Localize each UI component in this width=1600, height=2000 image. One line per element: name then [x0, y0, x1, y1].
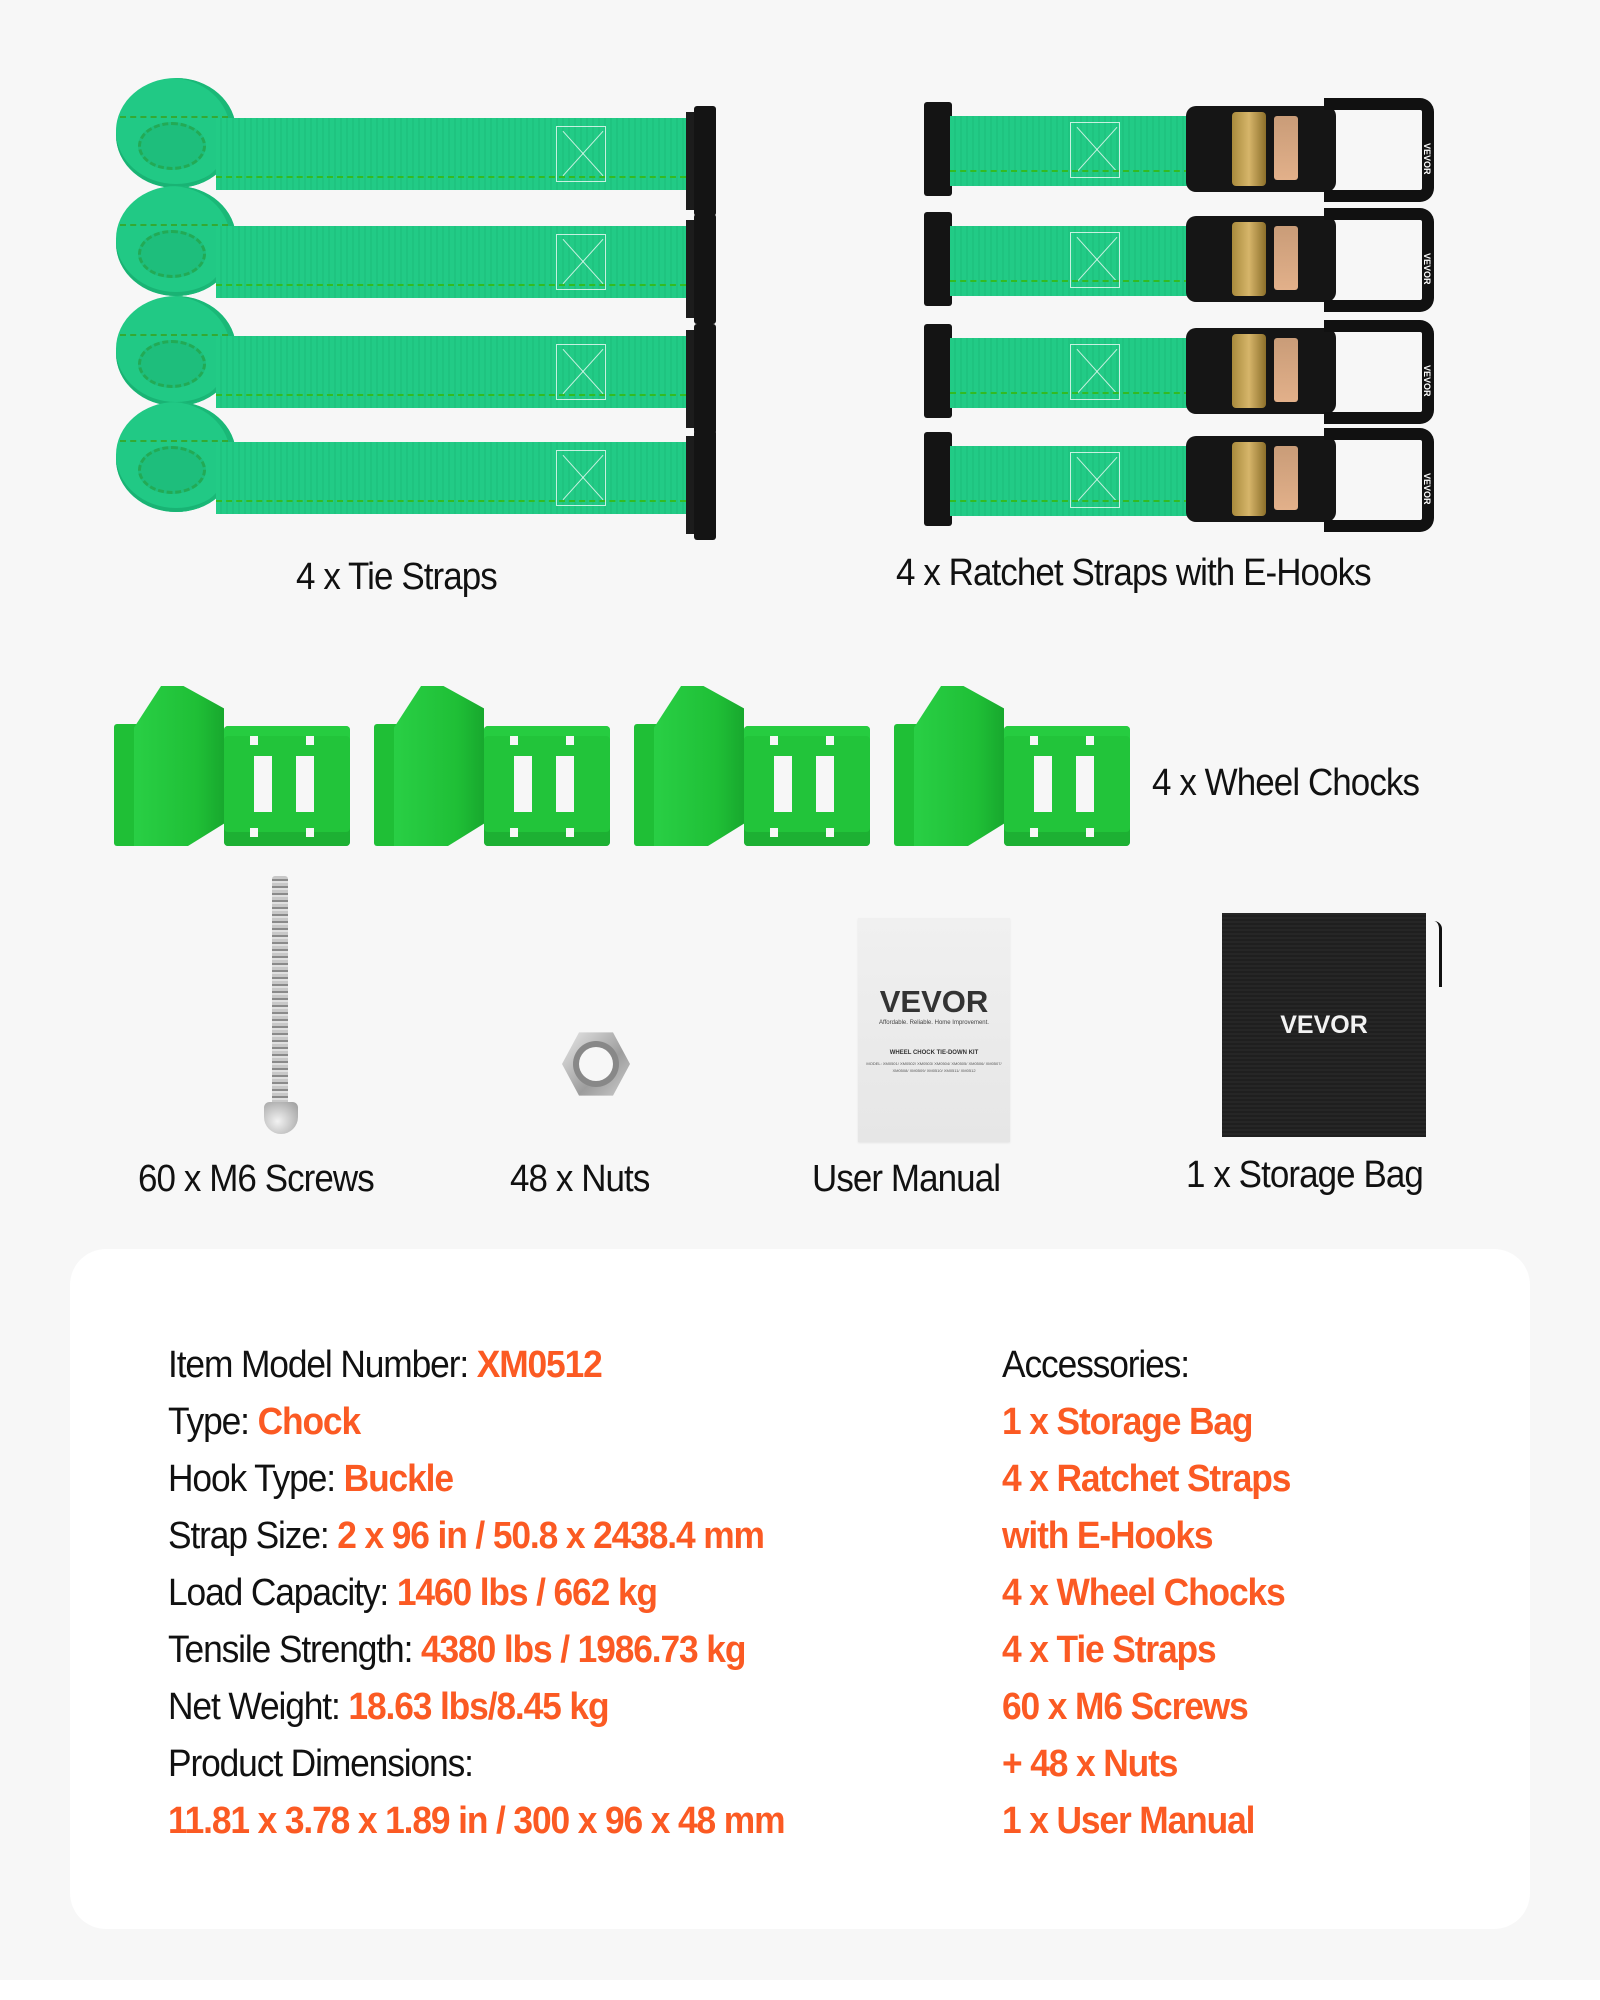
user-manual-image [858, 918, 1010, 1142]
accessory-item: + 48 x Nuts [1002, 1743, 1178, 1785]
manual-models: MODEL: XM0501/ XM0502/ XM0503/ XM0504/ XM0505/ XM0506/ XM0507/ XM0508/ XM0509/ XM0510/ XM0511/ XM0512 [866, 1061, 1002, 1073]
spec-list [168, 1337, 831, 1850]
accessory-item: with E-Hooks [1002, 1515, 1213, 1557]
wheel-chock-icon [374, 686, 610, 846]
ratchet-handle-brand: VEVOR [1422, 365, 1432, 397]
accessories-list [1002, 1337, 1312, 1850]
spec-row-load-capacity: Load Capacity: 1460 lbs / 662 kg [168, 1572, 657, 1614]
ratchet-handle-brand: VEVOR [1422, 143, 1432, 175]
storage-bag-label: 1 x Storage Bag [1186, 1154, 1423, 1196]
manual-brand-logo: VEVOR [879, 984, 989, 1019]
manual-tagline: Affordable. Reliable. Home Improvement. [879, 1020, 989, 1026]
accessory-item: 4 x Wheel Chocks [1002, 1572, 1285, 1614]
screw-icon [266, 876, 296, 1136]
hex-nut-icon [562, 1031, 630, 1097]
spec-row-model: Item Model Number: XM0512 [168, 1344, 602, 1386]
bag-brand-logo: VEVOR [1280, 1011, 1368, 1039]
screws-label: 60 x M6 Screws [138, 1158, 374, 1200]
wheel-chock-icon [634, 686, 870, 846]
tie-strap-roll-icon [116, 296, 736, 396]
ratchet-strap-icon [924, 208, 1444, 308]
ratchet-strap-icon [924, 320, 1444, 420]
ratchet-strap-icon [924, 428, 1444, 528]
ratchet-strap-icon [924, 98, 1444, 198]
storage-bag-image [1222, 913, 1426, 1137]
accessory-item: 4 x Tie Straps [1002, 1629, 1216, 1671]
accessory-item: 4 x Ratchet Straps [1002, 1458, 1291, 1500]
accessory-item: 60 x M6 Screws [1002, 1686, 1248, 1728]
tie-strap-roll-icon [116, 186, 736, 286]
ratchet-handle-brand: VEVOR [1422, 473, 1432, 505]
nuts-label: 48 x Nuts [510, 1158, 650, 1200]
spec-row-tensile-strength: Tensile Strength: 4380 lbs / 1986.73 kg [168, 1629, 746, 1671]
user-manual-label: User Manual [812, 1158, 1001, 1200]
wheel-chock-icon [114, 686, 350, 846]
accessory-item: 1 x Storage Bag [1002, 1401, 1253, 1443]
spec-row-type: Type: Chock [168, 1401, 361, 1443]
wheel-chocks-label: 4 x Wheel Chocks [1152, 762, 1420, 804]
spec-row-dimensions-value: 11.81 x 3.78 x 1.89 in / 300 x 96 x 48 mm [168, 1800, 785, 1842]
manual-title: WHEEL CHOCK TIE-DOWN KIT [889, 1050, 979, 1056]
spec-row-strap-size: Strap Size: 2 x 96 in / 50.8 x 2438.4 mm [168, 1515, 764, 1557]
ratchet-handle-brand: VEVOR [1422, 253, 1432, 285]
wheel-chock-icon [894, 686, 1130, 846]
accessory-item: 1 x User Manual [1002, 1800, 1255, 1842]
accessories-heading: Accessories: [1002, 1344, 1189, 1386]
tie-strap-roll-icon [116, 402, 736, 502]
drawstring-icon [1432, 921, 1442, 987]
spec-row-net-weight: Net Weight: 18.63 lbs/8.45 kg [168, 1686, 609, 1728]
spec-row-hook-type: Hook Type: Buckle [168, 1458, 453, 1500]
ratchet-straps-label: 4 x Ratchet Straps with E-Hooks [896, 552, 1371, 594]
spec-row-dimensions-label: Product Dimensions: [168, 1743, 473, 1785]
tie-straps-label: 4 x Tie Straps [296, 556, 497, 598]
tie-strap-roll-icon [116, 78, 736, 178]
spec-card [70, 1249, 1530, 1929]
